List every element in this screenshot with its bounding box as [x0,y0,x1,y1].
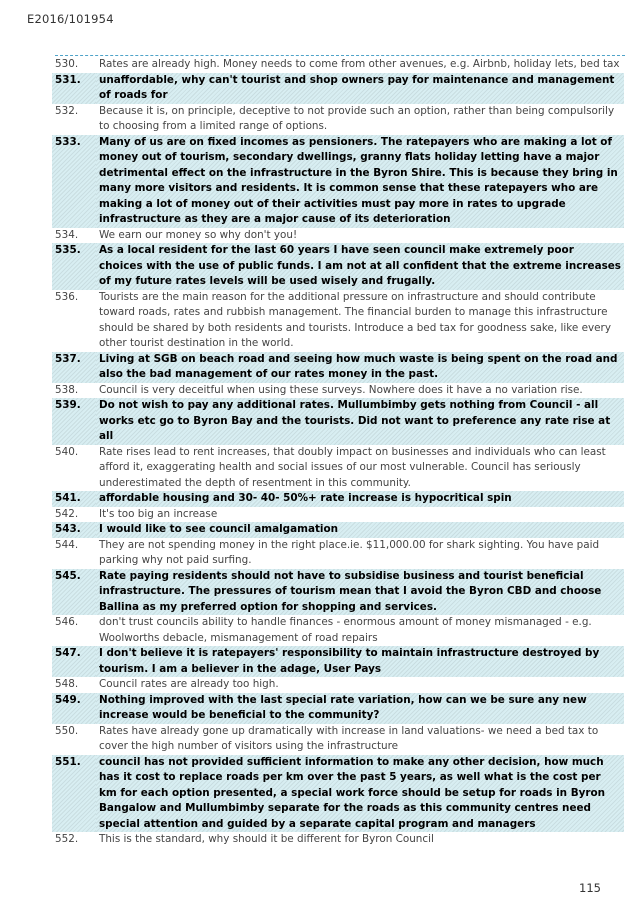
comment-number: 533. [52,135,96,228]
comment-number: 534. [55,228,79,241]
comment-row [52,507,624,523]
comment-text: unaffordable, why can't tourist and shop owners pay for maintenance and management of roads for [96,73,624,104]
comment-text: Rate paying residents should not have to subsidise business and tourist beneficial infrastructure. The pressures of tourism mean that I avoid the Byron CBD and choose Ballina as my preferred option for shopping and services. [96,569,624,616]
comment-row [52,104,624,135]
comment-row [52,57,624,73]
comment-number: 542. [55,507,79,520]
comment-row [52,290,624,352]
comment-number: 545. [52,569,96,616]
comment-number: 531. [52,73,96,104]
comment-number: 550. [55,724,79,737]
comment-row [52,228,624,244]
comment-row [52,538,624,569]
comment-row [52,615,624,646]
comment-text: It's too big an increase [99,507,218,520]
comment-number: 530. [55,58,79,70]
comment-row [52,398,624,445]
comment-text: Rates are already high. Money needs to come from other avenues, e.g. Airbnb, holiday lets, bed tax [99,58,620,70]
comment-text: Tourists are the main reason for the additional pressure on infrastructure and should contribute toward roads, rates and rubbish management. The financial burden to manage this infrastructure should be shared by both residents and tourists. Introduce a bed tax for goodness sake, like every other tourist destination in the world. [99,290,611,349]
comment-row [52,383,624,399]
comment-number: 552. [55,833,79,845]
comment-row [52,646,624,677]
comment-text: As a local resident for the last 60 years I have seen council make extremely poor choices with the use of public funds. I am not at all confident that the extreme increases of my future rates levels will be used wisely and frugally. [96,243,624,290]
comment-text: I would like to see council amalgamation [96,522,624,538]
comment-text: Do not wish to pay any additional rates. Mullumbimby gets nothing from Council - all works etc go to Byron Bay and the tourists. Did not want to preference any rate rise at all [96,398,624,445]
page-number: 115 [579,881,601,895]
comment-text: Because it is, on principle, deceptive to not provide such an option, rather than being compulsorily to choosing from a limited range of options. [99,104,615,132]
comment-text: Council is very deceitful when using these surveys. Nowhere does it have a no variation rise. [99,383,583,396]
comment-row [52,352,624,383]
comment-number: 540. [55,445,79,458]
comment-text: affordable housing and 30- 40- 50%+ rate increase is hypocritical spin [96,491,624,507]
comment-row [52,569,624,616]
comment-text: Living at SGB on beach road and seeing how much waste is being spent on the road and also the bad management of our rates money in the past. [96,352,624,383]
comment-text: Nothing improved with the last special rate variation, how can we be sure any new increase would be beneficial to the community? [96,693,624,724]
comment-number: 536. [55,290,79,303]
comments-table [52,57,624,848]
header-divider [55,55,625,56]
comment-number: 541. [52,491,96,507]
comment-row [52,445,624,492]
comment-number: 535. [52,243,96,290]
comment-number: 551. [52,755,96,833]
comment-number: 544. [55,538,79,551]
comment-number: 549. [52,693,96,724]
comment-text: Council rates are already too high. [99,678,279,690]
comment-row [52,73,624,104]
comment-number: 532. [55,104,79,117]
comment-row [52,135,624,228]
comment-text: Rates have already gone up dramatically with increase in land valuations- we need a bed tax to cover the high number of visitors using the infrastructure [99,724,599,752]
comment-row [52,693,624,724]
comment-text: don't trust councils ability to handle finances - enormous amount of money mismanaged - e.g. Woolworths debacle, mismanagement of road repairs [99,616,592,644]
comment-number: 539. [52,398,96,445]
comment-row [52,522,624,538]
comment-number: 546. [55,616,79,628]
comment-row [52,724,624,755]
comment-text: They are not spending money in the right place.ie. $11,000.00 for shark sighting. You have paid parking why not paid surfing. [99,538,600,566]
comments-table-body [52,57,624,848]
comment-row [52,755,624,833]
comment-number: 548. [55,678,79,690]
document-reference: E2016/101954 [27,12,114,26]
comment-text: Many of us are on fixed incomes as pensioners. The ratepayers who are making a lot of money out of tourism, secondary dwellings, granny flats holiday letting have a major detrimental effect on the infrastructure in the Byron Shire. This is because they bring in many more visitors and residents. It is common sense that these ratepayers who are making a lot of money out of their activities must pay more in rates to upgrade infrastructure as they are a major cause of its deterioration [96,135,624,228]
comment-number: 537. [52,352,96,383]
comment-text: Rate rises lead to rent increases, that doubly impact on businesses and individuals who can least afford it, exaggerating health and social issues of our most vulnerable. Council has seriously underestimated the depth of resentment in this community. [99,445,606,489]
comment-text: We earn our money so why don't you! [99,228,298,241]
comment-row [52,491,624,507]
comment-text: council has not provided sufficient information to make any other decision, how much has it cost to replace roads per km over the past 5 years, as well what is the cost per km for each option presented, a special work force should be setup for roads in Byron Bangalow and Mullumbimby separate for the roads as this community centres need special attention and guided by a separate capital program and managers [96,755,624,833]
comment-number: 538. [55,383,79,396]
comment-text: I don't believe it is ratepayers' responsibility to maintain infrastructure destroyed by tourism. I am a believer in the adage, User Pays [96,646,624,677]
comment-number: 547. [52,646,96,677]
comment-number: 543. [52,522,96,538]
comment-row [52,832,624,848]
comment-text: This is the standard, why should it be different for Byron Council [99,833,434,845]
comment-row [52,243,624,290]
comment-row [52,677,624,693]
